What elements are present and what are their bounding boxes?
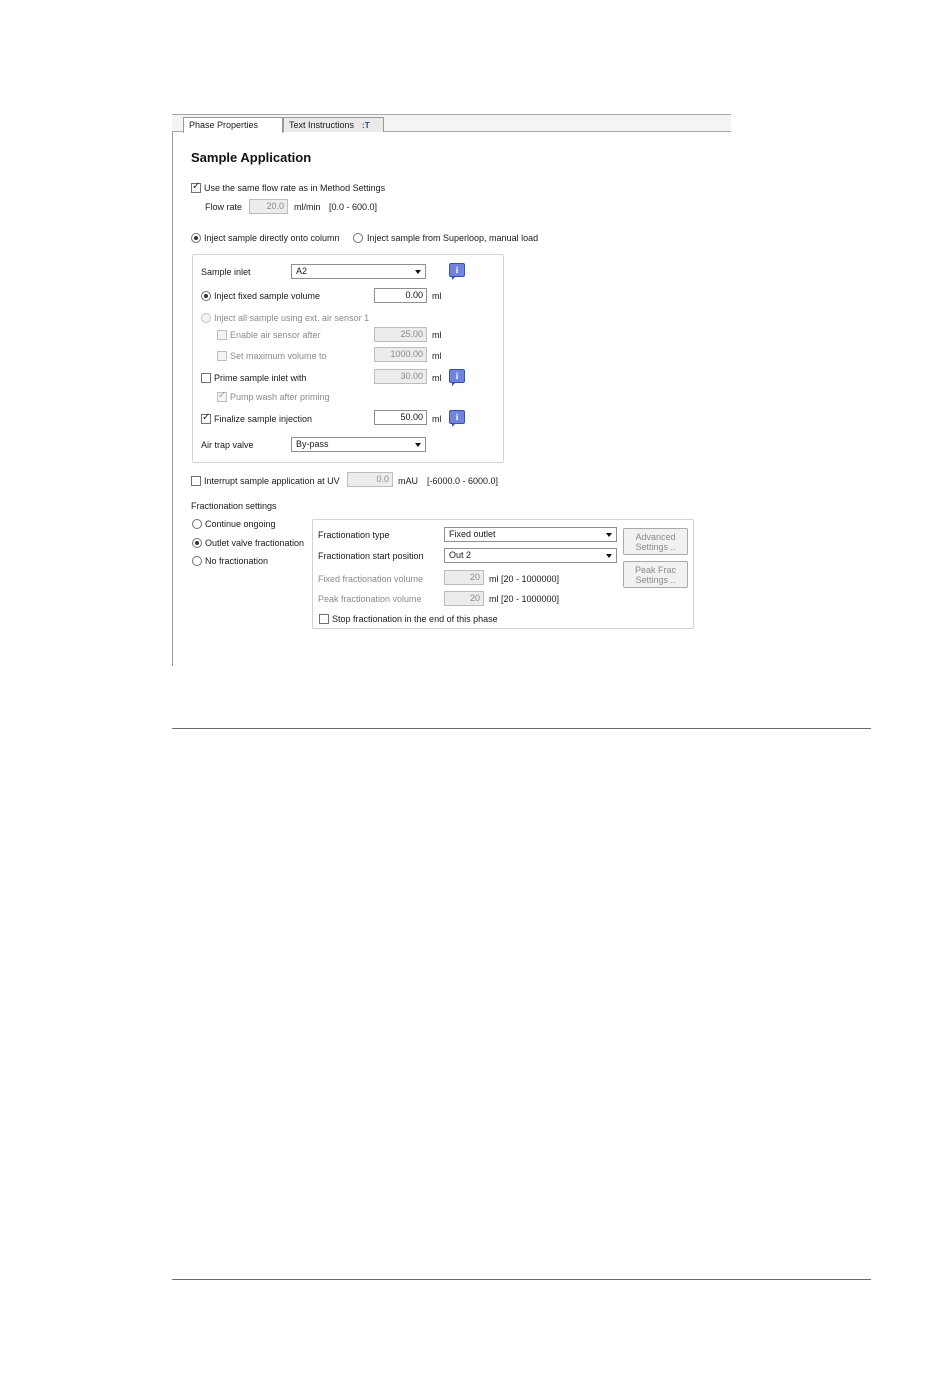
tab-phase-properties[interactable]: [183, 117, 283, 133]
stop-fractionation-checkbox[interactable]: [319, 614, 329, 624]
flow-rate-range: [0.0 - 600.0]: [329, 202, 378, 212]
flow-rate-unit: ml/min: [294, 202, 321, 212]
no-fractionation-label: No fractionation: [205, 556, 269, 566]
outlet-valve-label: Outlet valve fractionation: [205, 538, 305, 548]
sample-inlet-select[interactable]: [291, 264, 426, 279]
inject-superloop-label: Inject sample from Superloop, manual load: [367, 233, 539, 243]
sample-inlet-label: Sample inlet: [201, 267, 251, 277]
max-volume-checkbox[interactable]: [217, 351, 227, 361]
continue-ongoing-label: Continue ongoing: [205, 519, 276, 529]
button-label-line2: Settings ..: [635, 542, 676, 552]
prime-unit: ml: [432, 373, 442, 383]
button-label-line1: Peak Frac: [634, 565, 676, 575]
prime-field[interactable]: 30.00: [374, 369, 427, 384]
divider-bottom: [172, 1279, 871, 1280]
all-sample-label: Inject all sample using ext. air sensor 1: [214, 313, 370, 323]
button-label-line1: Advanced: [635, 532, 676, 542]
peak-frac-settings-button[interactable]: [623, 561, 688, 588]
chevron-down-icon: [415, 270, 421, 274]
continue-ongoing-radio[interactable]: [192, 519, 202, 529]
fixed-frac-volume-field[interactable]: 20: [444, 570, 484, 585]
air-sensor-field[interactable]: 25.00: [374, 327, 427, 342]
max-volume-field[interactable]: 1000.00: [374, 347, 427, 362]
fractionation-type-select[interactable]: [444, 527, 617, 542]
air-sensor-checkbox[interactable]: [217, 330, 227, 340]
max-volume-unit: ml: [432, 351, 442, 361]
fractionation-type-label: Fractionation type: [318, 530, 390, 540]
button-label-line2: Settings ..: [635, 575, 676, 585]
flow-rate-label: Flow rate: [205, 202, 243, 212]
same-flow-checkbox[interactable]: [191, 183, 201, 193]
inject-direct-label: Inject sample directly onto column: [204, 233, 340, 243]
fixed-volume-field[interactable]: 0.00: [374, 288, 427, 303]
chevron-down-icon: [606, 533, 612, 537]
info-icon[interactable]: i: [449, 410, 465, 424]
interrupt-checkbox[interactable]: [191, 476, 201, 486]
panel-left-border: [172, 114, 173, 666]
advanced-settings-button[interactable]: [623, 528, 688, 555]
fractionation-start-value: Out 2: [449, 550, 472, 560]
tab-text-instructions[interactable]: [283, 117, 384, 132]
finalize-checkbox[interactable]: [201, 414, 211, 424]
peak-frac-volume-range: ml [20 - 1000000]: [489, 594, 560, 604]
no-fractionation-radio[interactable]: [192, 556, 202, 566]
max-volume-label: Set maximum volume to: [230, 351, 327, 361]
interrupt-range: [-6000.0 - 6000.0]: [427, 476, 499, 486]
fixed-frac-volume-label: Fixed fractionation volume: [318, 574, 424, 584]
same-flow-label: Use the same flow rate as in Method Settings: [204, 183, 386, 193]
air-trap-select[interactable]: [291, 437, 426, 452]
fractionation-section-label: Fractionation settings: [191, 501, 277, 511]
flow-rate-field[interactable]: 20.0: [249, 199, 288, 214]
peak-frac-volume-field[interactable]: 20: [444, 591, 484, 606]
inject-direct-radio[interactable]: [191, 233, 201, 243]
fixed-frac-volume-range: ml [20 - 1000000]: [489, 574, 560, 584]
fixed-volume-label: Inject fixed sample volume: [214, 291, 321, 301]
fractionation-start-select[interactable]: [444, 548, 617, 563]
fractionation-start-label: Fractionation start position: [318, 551, 424, 561]
peak-frac-volume-label: Peak fractionation volume: [318, 594, 422, 604]
inject-superloop-radio[interactable]: [353, 233, 363, 243]
divider-top: [172, 728, 871, 729]
prime-checkbox[interactable]: [201, 373, 211, 383]
interrupt-unit: mAU: [398, 476, 418, 486]
fractionation-type-value: Fixed outlet: [449, 529, 496, 539]
air-trap-value: By-pass: [296, 439, 329, 449]
tab-label: Phase Properties: [189, 120, 259, 130]
page-title: Sample Application: [191, 150, 312, 165]
outlet-valve-radio[interactable]: [192, 538, 202, 548]
air-sensor-unit: ml: [432, 330, 442, 340]
info-icon[interactable]: i: [449, 263, 465, 277]
chevron-down-icon: [606, 554, 612, 558]
all-sample-radio[interactable]: [201, 313, 211, 323]
interrupt-field[interactable]: 0.0: [347, 472, 393, 487]
interrupt-label: Interrupt sample application at UV: [204, 476, 340, 486]
finalize-unit: ml: [432, 414, 442, 424]
stop-fractionation-label: Stop fractionation in the end of this phase: [332, 614, 498, 624]
pump-wash-checkbox[interactable]: [217, 392, 227, 402]
prime-label: Prime sample inlet with: [214, 373, 307, 383]
fixed-volume-unit: ml: [432, 291, 442, 301]
air-trap-label: Air trap valve: [201, 440, 254, 450]
fixed-volume-radio[interactable]: [201, 291, 211, 301]
finalize-label: Finalize sample injection: [214, 414, 313, 424]
pump-wash-label: Pump wash after priming: [230, 392, 330, 402]
chevron-down-icon: [415, 443, 421, 447]
finalize-field[interactable]: 50.00: [374, 410, 427, 425]
air-sensor-label: Enable air sensor after: [230, 330, 321, 340]
sample-inlet-value: A2: [296, 266, 308, 276]
tab-label: Text Instructions: [289, 120, 355, 130]
text-instructions-icon: :T: [362, 121, 370, 130]
info-icon[interactable]: i: [449, 369, 465, 383]
